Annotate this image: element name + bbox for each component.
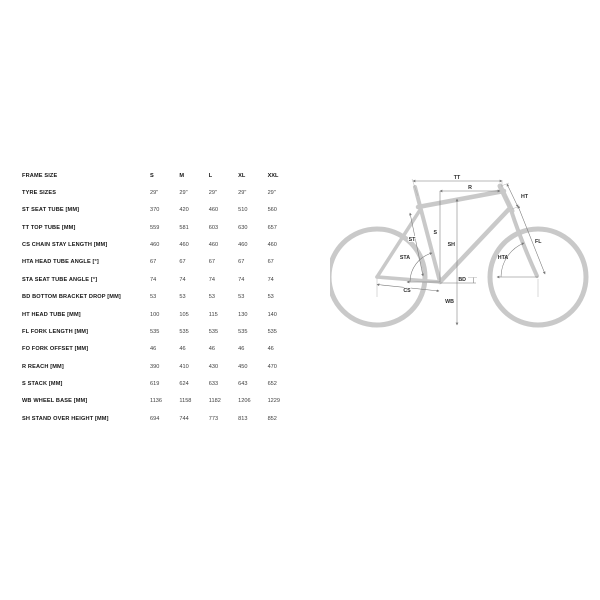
row-value: 74 xyxy=(150,276,157,283)
row-value: 29" xyxy=(150,190,159,197)
row-value: 852 xyxy=(267,415,277,422)
row-label: R REACH [MM] xyxy=(22,363,64,370)
table-row xyxy=(22,375,314,392)
table-row xyxy=(22,236,314,253)
row-value: 46 xyxy=(179,346,186,353)
row-value: 46 xyxy=(238,346,245,353)
row-value: 140 xyxy=(267,311,277,318)
row-value: 29" xyxy=(179,190,188,197)
row-label: SH STAND OVER HEIGHT [MM] xyxy=(22,415,109,422)
row-label: BD BOTTOM BRACKET DROP [MM] xyxy=(22,294,121,301)
row-value: 581 xyxy=(179,224,189,231)
row-value: 46 xyxy=(267,346,274,353)
row-label: WB WHEEL BASE [MM] xyxy=(22,398,88,405)
row-value: 470 xyxy=(267,363,277,370)
row-value: 74 xyxy=(179,276,186,283)
top-tube xyxy=(418,191,504,207)
label-tt: TT xyxy=(453,175,461,181)
row-label: TYRE SIZES xyxy=(22,190,57,197)
row-value: 630 xyxy=(238,224,248,231)
row-label: HT HEAD TUBE [MM] xyxy=(22,311,81,318)
row-value: 603 xyxy=(208,224,219,231)
row-value: 460 xyxy=(208,207,219,214)
row-value: 46 xyxy=(208,346,216,353)
row-label: CS CHAIN STAY LENGTH [MM] xyxy=(22,242,108,249)
row-value: 633 xyxy=(208,380,219,387)
column-header-xxl: XXL xyxy=(267,172,279,179)
row-label: ST SEAT TUBE [MM] xyxy=(22,207,80,214)
column-header-m: M xyxy=(179,172,185,179)
row-value: 450 xyxy=(238,363,248,370)
row-value: 74 xyxy=(238,276,245,283)
label-fl: FL xyxy=(535,239,542,245)
row-value: 420 xyxy=(179,207,189,214)
row-value: 115 xyxy=(208,311,218,318)
label-r: R xyxy=(468,185,472,191)
row-value: 74 xyxy=(208,276,216,283)
row-value: 370 xyxy=(150,207,160,214)
row-value: 53 xyxy=(267,294,274,301)
row-value: 410 xyxy=(179,363,189,370)
table-row xyxy=(22,358,314,375)
row-label: HTA HEAD TUBE ANGLE [°] xyxy=(22,259,99,266)
bike-geometry-diagram xyxy=(330,163,600,333)
row-label: S STACK [MM] xyxy=(22,380,63,387)
row-value: 619 xyxy=(150,380,160,387)
label-sta: STA xyxy=(399,255,411,261)
row-value: 1206 xyxy=(238,398,251,405)
label-ht: HT xyxy=(521,194,529,200)
row-value: 29" xyxy=(267,190,276,197)
row-value: 100 xyxy=(150,311,160,318)
row-value: 460 xyxy=(238,242,248,249)
row-value: 67 xyxy=(267,259,274,266)
label-wb: WB xyxy=(445,299,454,305)
label-s: S xyxy=(433,230,437,236)
row-value: 46 xyxy=(150,346,157,353)
column-header-xl: XL xyxy=(238,172,246,179)
row-value: 53 xyxy=(150,294,157,301)
row-value: 53 xyxy=(208,294,216,301)
table-row xyxy=(22,254,314,271)
row-value: 694 xyxy=(150,415,160,422)
row-value: 105 xyxy=(179,311,189,318)
geometry-table-body xyxy=(22,184,314,427)
row-value: 29" xyxy=(208,190,217,197)
row-label: FL FORK LENGTH [MM] xyxy=(22,328,89,335)
table-header-row xyxy=(22,167,314,184)
table-row xyxy=(22,306,314,323)
table-row xyxy=(22,202,314,219)
row-value: 53 xyxy=(238,294,245,301)
row-value: 67 xyxy=(238,259,245,266)
row-value: 535 xyxy=(179,328,189,335)
row-label: TT TOP TUBE [MM] xyxy=(22,224,76,231)
row-value: 460 xyxy=(179,242,189,249)
row-value: 643 xyxy=(238,380,248,387)
row-value: 29" xyxy=(238,190,247,197)
row-value: 813 xyxy=(238,415,248,422)
row-value: 430 xyxy=(208,363,219,370)
row-value: 1229 xyxy=(267,398,281,405)
table-row xyxy=(22,410,314,427)
row-label: FO FORK OFFSET [MM] xyxy=(22,346,89,353)
row-value: 1136 xyxy=(150,398,163,405)
table-row xyxy=(22,341,314,358)
table-row xyxy=(22,271,314,288)
row-value: 624 xyxy=(179,380,189,387)
row-value: 53 xyxy=(179,294,186,301)
label-st: ST xyxy=(408,237,416,243)
geometry-table xyxy=(22,167,314,427)
row-value: 657 xyxy=(267,224,277,231)
row-value: 744 xyxy=(179,415,189,422)
row-value: 390 xyxy=(150,363,160,370)
label-sh: SH xyxy=(447,242,455,248)
table-row xyxy=(22,184,314,201)
row-value: 535 xyxy=(267,328,277,335)
row-value: 535 xyxy=(238,328,248,335)
row-value: 559 xyxy=(150,224,160,231)
label-bd: BD xyxy=(458,277,466,283)
row-value: 773 xyxy=(208,415,219,422)
row-value: 560 xyxy=(267,207,277,214)
row-value: 460 xyxy=(267,242,277,249)
chain-stay xyxy=(377,277,440,282)
row-value: 510 xyxy=(238,207,248,214)
row-value: 74 xyxy=(267,276,274,283)
row-value: 1158 xyxy=(179,398,192,405)
row-value: 460 xyxy=(208,242,219,249)
column-header-l: L xyxy=(208,172,213,179)
row-value: 67 xyxy=(179,259,186,266)
table-row xyxy=(22,219,314,236)
row-value: 67 xyxy=(208,259,216,266)
row-label: STA SEAT TUBE ANGLE [°] xyxy=(22,276,98,283)
row-value: 535 xyxy=(208,328,219,335)
label-hta: HTA xyxy=(497,255,509,261)
table-header-label: FRAME SIZE xyxy=(22,172,58,179)
row-value: 130 xyxy=(238,311,248,318)
column-header-s: S xyxy=(150,172,154,179)
table-row xyxy=(22,289,314,306)
row-value: 652 xyxy=(267,380,277,387)
row-value: 460 xyxy=(150,242,160,249)
table-row xyxy=(22,393,314,410)
row-value: 535 xyxy=(150,328,160,335)
table-row xyxy=(22,323,314,340)
row-value: 1182 xyxy=(208,398,221,405)
row-value: 67 xyxy=(150,259,157,266)
label-cs: CS xyxy=(403,288,411,294)
